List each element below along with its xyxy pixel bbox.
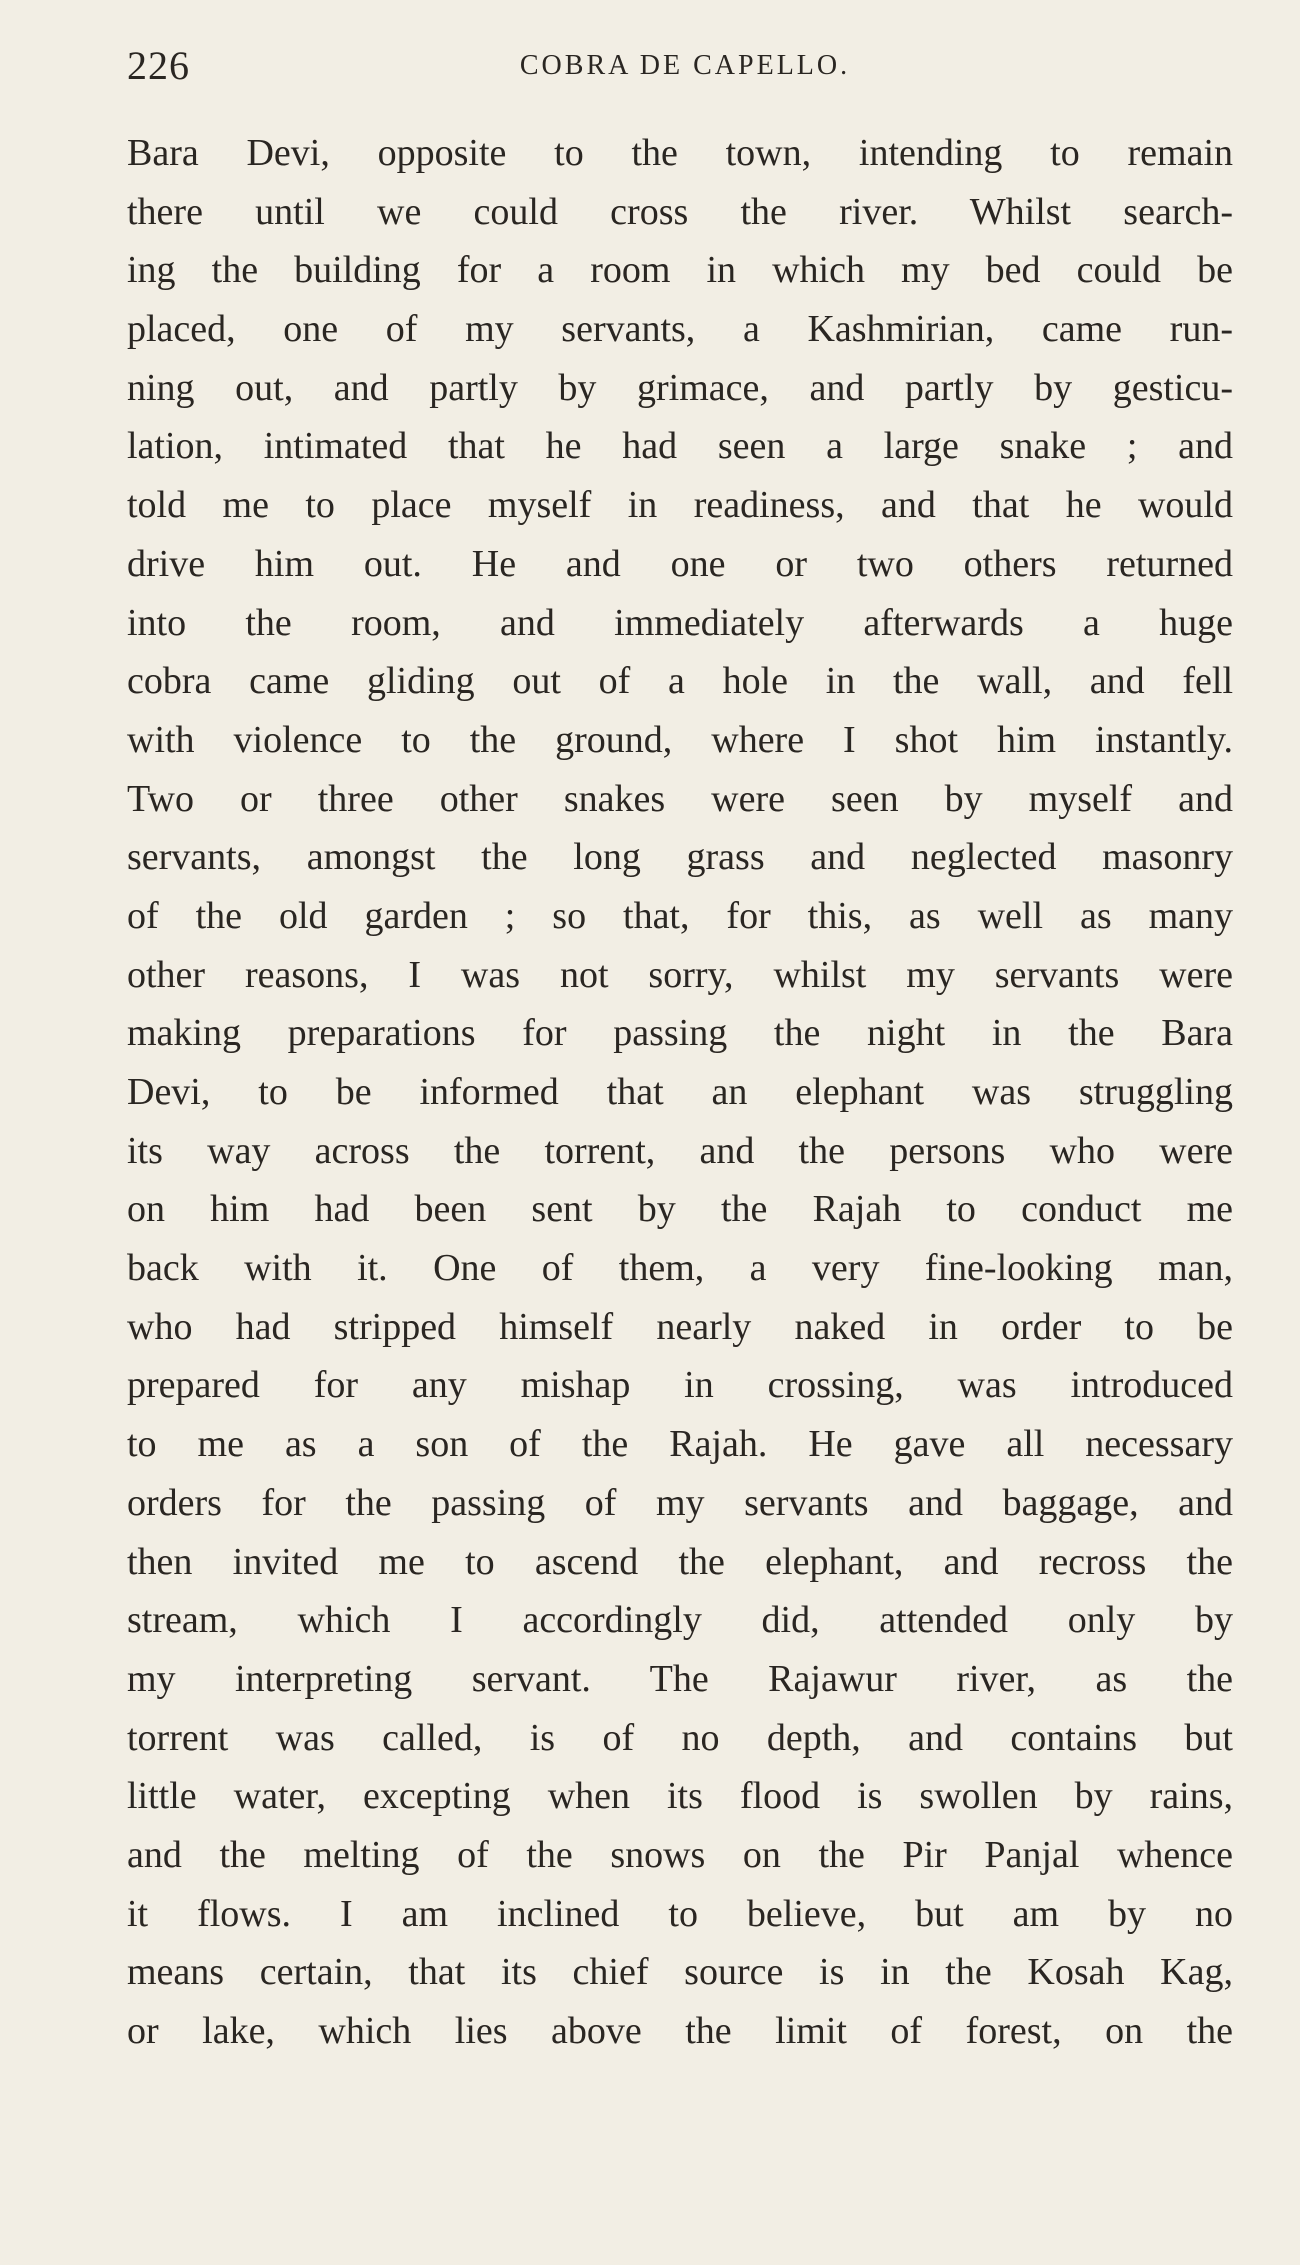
- text-line: Bara Devi, opposite to the town, intending to remain: [127, 132, 1233, 174]
- text-line: little water, excepting when its flood is swollen by rains,: [127, 1775, 1233, 1818]
- text-line: making preparations for passing the night in the Bara: [127, 1012, 1233, 1055]
- text-line: torrent was called, is of no depth, and contains but: [127, 1716, 1233, 1759]
- text-line: stream, which I accordingly did, attended only by: [127, 1599, 1233, 1642]
- text-line: servants, amongst the long grass and neglected masonry: [127, 836, 1233, 879]
- text-line: other reasons, I was not sorry, whilst my servants were: [127, 953, 1233, 996]
- text-line: and the melting of the snows on the Pir Panjal whence: [127, 1833, 1233, 1876]
- text-line: on him had been sent by the Rajah to conduct me: [127, 1188, 1233, 1231]
- text-line: my interpreting servant. The Rajawur river, as the: [127, 1657, 1233, 1700]
- text-line: told me to place myself in readiness, and that he would: [127, 484, 1233, 527]
- text-line: Devi, to be informed that an elephant was struggling: [127, 1071, 1233, 1113]
- text-line: orders for the passing of my servants and baggage, and: [127, 1481, 1233, 1524]
- text-line: it flows. I am inclined to believe, but am by no: [127, 1892, 1233, 1935]
- text-line: to me as a son of the Rajah. He gave all necessary: [127, 1423, 1233, 1466]
- text-line: ning out, and partly by grimace, and partly by gesticu-: [127, 366, 1233, 409]
- text-line: or lake, which lies above the limit of forest, on the: [127, 2010, 1233, 2052]
- text-line: lation, intimated that he had seen a large snake ; and: [127, 425, 1233, 468]
- text-line: cobra came gliding out of a hole in the wall, and fell: [127, 660, 1233, 703]
- text-line: who had stripped himself nearly naked in order to be: [127, 1305, 1233, 1348]
- text-line: Two or three other snakes were seen by myself and: [127, 777, 1233, 820]
- text-line: back with it. One of them, a very fine-looking man,: [127, 1247, 1233, 1290]
- text-line: means certain, that its chief source is in the Kosah Kag,: [127, 1951, 1233, 1994]
- page-number: 226: [127, 43, 190, 88]
- running-head: [127, 36, 1233, 96]
- text-line: of the old garden ; so that, for this, as well as many: [127, 894, 1233, 937]
- text-line: prepared for any mishap in crossing, was introduced: [127, 1364, 1233, 1407]
- text-line: its way across the torrent, and the persons who were: [127, 1129, 1233, 1172]
- text-line: placed, one of my servants, a Kashmirian, came run-: [127, 308, 1233, 351]
- text-line: then invited me to ascend the elephant, and recross the: [127, 1540, 1233, 1583]
- text-line: drive him out. He and one or two others returned: [127, 542, 1233, 585]
- text-line: there until we could cross the river. Whilst search-: [127, 190, 1233, 233]
- body-text: [127, 124, 1233, 2061]
- text-line: with violence to the ground, where I shot him instantly.: [127, 718, 1233, 761]
- text-line: into the room, and immediately afterwards a huge: [127, 601, 1233, 644]
- text-line: ing the building for a room in which my bed could be: [127, 249, 1233, 292]
- running-title: COBRA DE CAPELLO.: [519, 50, 851, 81]
